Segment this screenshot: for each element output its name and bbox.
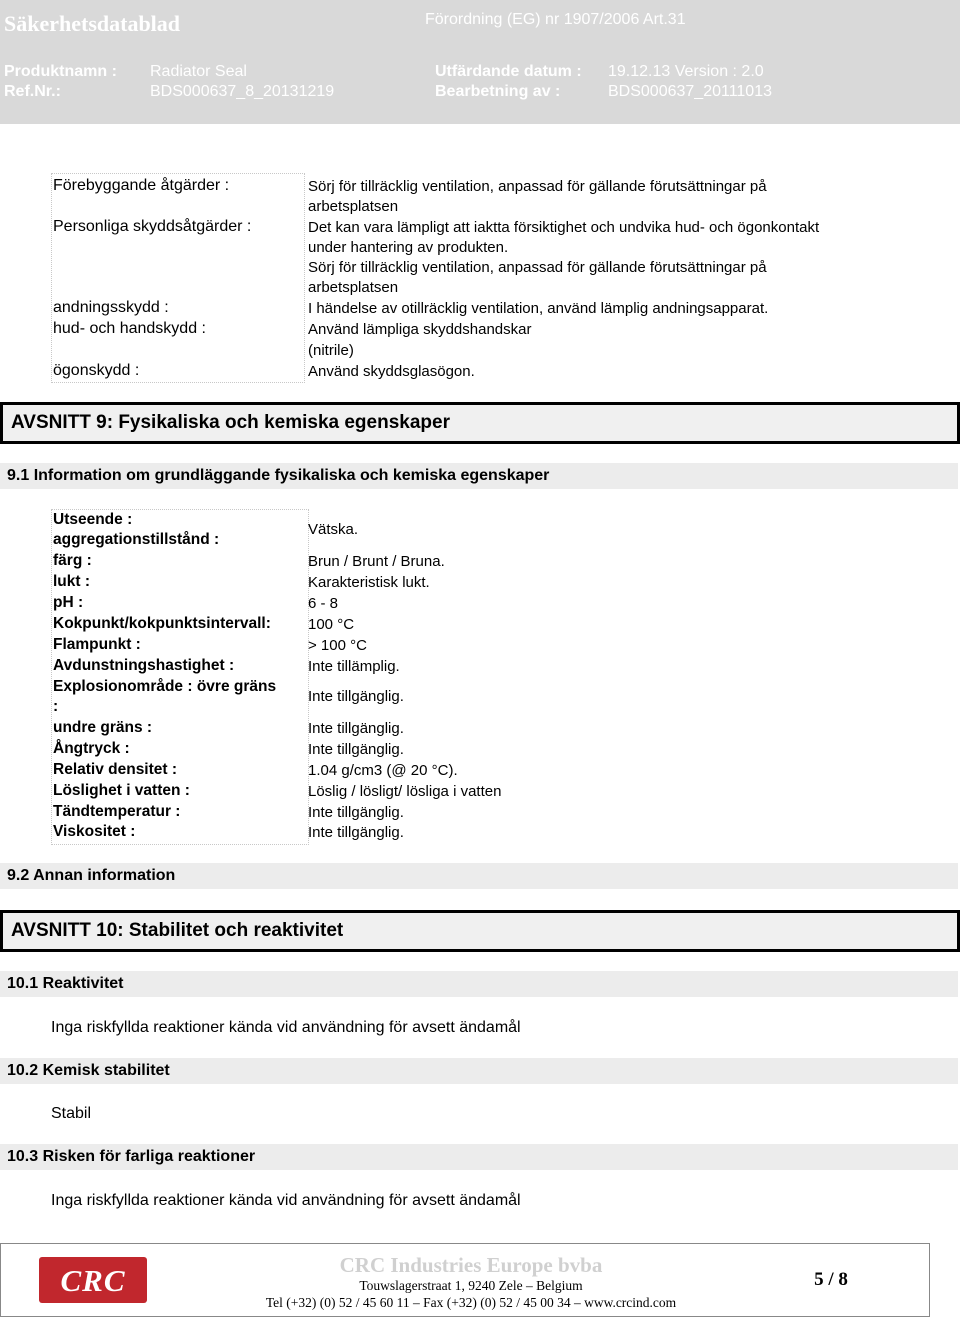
preventive-measures-text-2: arbetsplatsen — [308, 198, 399, 215]
issue-date-value: 19.12.13 Version : 2.0 — [608, 63, 764, 80]
vapour-pressure-value: Inte tillgänglig. — [308, 741, 404, 758]
preventive-measures-text-1: Sörj för tillräcklig ventilation, anpassad för gällande förutsättningar på — [308, 178, 767, 195]
section-9-heading — [0, 402, 960, 444]
reactivity-text: Inga riskfyllda reaktioner kända vid användning för avsett ändamål — [51, 1019, 521, 1036]
subsection-9-1-heading — [0, 463, 958, 489]
aggregation-label: aggregationstillstånd : — [53, 531, 220, 548]
subsection-10-2-title: 10.2 Kemisk stabilitet — [7, 1062, 170, 1079]
personal-protection-text-3: Sörj för tillräcklig ventilation, anpassad för gällande förutsättningar på — [308, 259, 767, 276]
preventive-measures-label: Förebyggande åtgärder : — [53, 177, 230, 194]
explosion-range-value: Inte tillgänglig. — [308, 688, 404, 705]
color-value: Brun / Brunt / Bruna. — [308, 553, 445, 570]
document-title: Säkerhetsdatablad — [4, 11, 181, 36]
subsection-10-3-heading — [0, 1144, 958, 1170]
company-address: Touwslagerstraat 1, 9240 Zele – Belgium — [359, 1278, 583, 1293]
personal-protection-text-4: arbetsplatsen — [308, 279, 399, 296]
product-name-label: Produktnamn : — [4, 63, 117, 80]
company-contact: Tel (+32) (0) 52 / 45 60 11 – Fax (+32) (0) 52 / 45 00 34 – www.crcind.com — [265, 1295, 677, 1310]
eye-protection-text: Använd skyddsglasögon. — [308, 363, 475, 380]
subsection-10-1-title: 10.1 Reaktivitet — [7, 975, 124, 992]
color-label: färg : — [53, 552, 92, 569]
flash-point-label: Flampunkt : — [53, 636, 141, 653]
evaporation-rate-label: Avdunstningshastighet : — [53, 657, 235, 674]
flash-point-value: > 100 °C — [308, 637, 367, 654]
revision-label: Bearbetning av : — [435, 83, 561, 100]
explosion-range-label: Explosionområde : övre gräns — [53, 678, 277, 695]
crc-logo-text: CRC — [60, 1263, 126, 1298]
personal-protection-label: Personliga skyddsåtgärder : — [53, 218, 252, 235]
revision-value: BDS000637_20111013 — [608, 83, 772, 100]
respiratory-protection-label: andningsskydd : — [53, 299, 169, 316]
ignition-temperature-label: Tändtemperatur : — [53, 803, 181, 820]
chemical-stability-text: Stabil — [51, 1105, 92, 1122]
subsection-10-2-heading — [0, 1058, 958, 1084]
page-number: 5 / 8 — [814, 1269, 848, 1290]
section-10-heading — [0, 910, 960, 952]
company-name: CRC Industries Europe bvba — [339, 1253, 603, 1277]
page-footer — [0, 1243, 930, 1317]
respiratory-protection-text: I händelse av otillräcklig ventilation, använd lämplig andningsapparat. — [308, 300, 769, 317]
ref-number-value: BDS000637_8_20131219 — [150, 83, 335, 100]
issue-date-label: Utfärdande datum : — [435, 63, 582, 80]
section-10-title: AVSNITT 10: Stabilitet och reaktivitet — [11, 920, 344, 941]
subsection-10-3-title: 10.3 Risken för farliga reaktioner — [7, 1148, 256, 1165]
protection-label-column — [51, 173, 305, 383]
vapour-pressure-label: Ångtryck : — [53, 740, 130, 757]
product-name-value: Radiator Seal — [150, 63, 247, 80]
hand-protection-text-1: Använd lämpliga skyddshandskar — [308, 321, 532, 338]
personal-protection-text-2: under hantering av produkten. — [308, 239, 509, 256]
explosion-range-label-colon: : — [53, 698, 59, 715]
appearance-label: Utseende : — [53, 511, 133, 528]
lower-limit-label: undre gräns : — [53, 719, 153, 736]
subsection-9-2-heading — [0, 863, 958, 889]
hand-protection-text-2: (nitrile) — [308, 342, 354, 359]
regulation-reference: Förordning (EG) nr 1907/2006 Art.31 — [425, 11, 686, 28]
boiling-point-label: Kokpunkt/kokpunktsintervall: — [53, 615, 271, 632]
ref-number-label: Ref.Nr.: — [4, 83, 61, 100]
hand-protection-label: hud- och handskydd : — [53, 320, 206, 337]
aggregation-value: Vätska. — [308, 521, 359, 538]
relative-density-label: Relativ densitet : — [53, 761, 178, 778]
boiling-point-value: 100 °C — [308, 616, 355, 633]
lower-limit-value: Inte tillgänglig. — [308, 720, 404, 737]
eye-protection-label: ögonskydd : — [53, 362, 140, 379]
relative-density-value: 1.04 g/cm3 (@ 20 °C). — [308, 762, 458, 779]
subsection-9-2-title: 9.2 Annan information — [7, 867, 176, 884]
odor-label: lukt : — [53, 573, 91, 590]
viscosity-label: Viskositet : — [53, 823, 136, 840]
crc-logo — [39, 1257, 147, 1303]
personal-protection-text-1: Det kan vara lämpligt att iaktta försiktighet och undvika hud- och ögonkontakt — [308, 219, 820, 236]
ph-value: 6 - 8 — [308, 595, 339, 612]
subsection-10-1-heading — [0, 971, 958, 997]
odor-value: Karakteristisk lukt. — [308, 574, 430, 591]
subsection-9-1-title: 9.1 Information om grundläggande fysikaliska och kemiska egenskaper — [7, 467, 550, 484]
evaporation-rate-value: Inte tillämplig. — [308, 658, 400, 675]
ignition-temperature-value: Inte tillgänglig. — [308, 804, 404, 821]
ph-label: pH : — [53, 594, 84, 611]
section-9-title: AVSNITT 9: Fysikaliska och kemiska egenskaper — [11, 412, 450, 433]
water-solubility-label: Löslighet i vatten : — [53, 782, 190, 799]
water-solubility-value: Löslig / lösligt/ lösliga i vatten — [308, 783, 502, 800]
viscosity-value: Inte tillgänglig. — [308, 824, 404, 841]
hazardous-reactions-text: Inga riskfyllda reaktioner kända vid användning för avsett ändamål — [51, 1192, 521, 1209]
